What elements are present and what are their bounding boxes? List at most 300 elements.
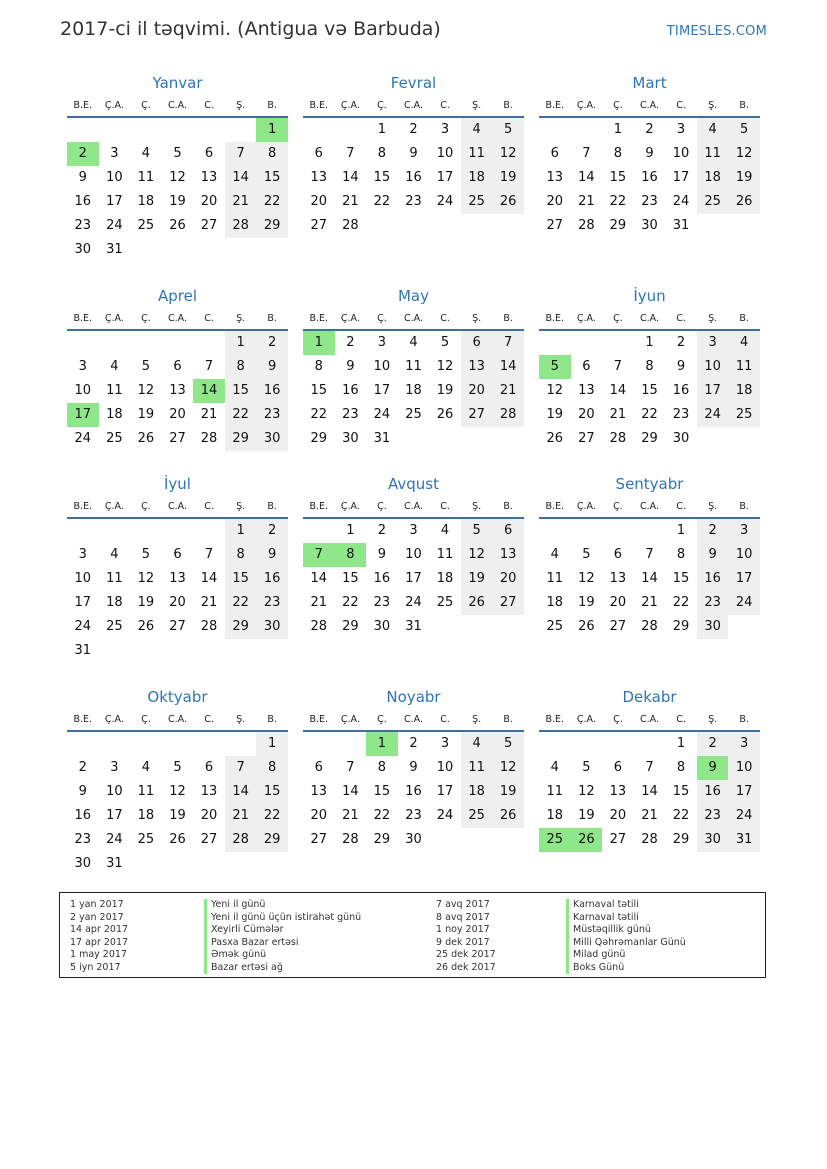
day-cell: 18 [106,595,123,610]
day-cell: 26 [137,431,155,446]
day-cell: 23 [405,808,422,823]
weekday-label: Ş. [236,501,246,512]
empty-cell [366,214,398,238]
day-cell: 25 [697,190,729,214]
day-cell: 1 [377,122,387,137]
day-cell: 9 [409,760,418,775]
day-cell: 18 [137,194,155,209]
day-cell: 27 [200,218,218,233]
legend-date: 1 noy 2017 [436,924,490,935]
day-grid [303,331,524,451]
weekday-header [67,309,288,329]
weekday-label: Ç.A. [340,714,360,725]
day-cell: 18 [546,595,564,610]
legend-date: 1 yan 2017 [70,899,124,910]
day-cell: 17 [728,567,760,591]
day-cell: 14 [200,571,218,586]
weekday-header [539,309,760,329]
day-cell: 12 [169,170,186,185]
weekday-label: Ç. [141,100,151,111]
empty-cell [461,427,493,451]
day-cell: 23 [405,194,422,209]
day-cell: 18 [436,571,454,586]
day-grid [539,519,760,639]
day-cell: 5 [141,547,151,562]
day-cell: 19 [137,407,155,422]
day-cell: 6 [613,547,623,562]
weekday-label: C. [440,100,450,111]
day-cell: 22 [373,808,391,823]
weekday-label: Ç. [613,714,623,725]
day-cell: 29 [373,832,391,847]
day-cell: 20 [169,407,186,422]
legend-holiday-name: Müstəqillik günü [566,924,686,937]
day-cell: 10 [106,784,123,799]
day-cell: 12 [137,571,155,586]
day-cell: 7 [225,756,257,780]
day-cell: 15 [609,170,627,185]
day-cell: 13 [609,784,627,799]
empty-cell [492,427,524,451]
day-cell: 16 [405,784,422,799]
legend-holiday-name: Yeni il günü üçün istirahət günü [204,912,361,925]
day-cell: 7 [346,146,355,161]
day-cell: 30 [74,242,92,257]
day-cell: 19 [169,194,186,209]
day-cell: 23 [697,804,729,828]
day-cell: 10 [436,760,454,775]
month-i̇yun [539,285,760,451]
empty-cell [429,427,461,451]
legend-date: 17 apr 2017 [70,936,129,948]
month-name: Noyabr [386,688,441,706]
day-cell: 12 [578,784,595,799]
day-cell: 23 [256,591,288,615]
weekday-label: Ç.A. [576,100,596,111]
day-cell: 21 [200,595,218,610]
day-cell: 14 [225,166,257,190]
weekday-label: B.E. [309,100,329,111]
day-cell: 25 [461,190,493,214]
day-cell: 25 [728,403,760,427]
month-name: İyul [164,475,191,493]
day-cell: 17 [728,780,760,804]
weekday-label: Ş. [236,313,246,324]
day-cell: 13 [546,170,564,185]
day-cell: 18 [546,808,564,823]
day-cell: 28 [342,832,359,847]
day-cell: 29 [225,427,257,451]
day-cell: 11 [461,756,493,780]
day-cell: 14 [225,780,257,804]
weekday-label: C.A. [167,100,187,111]
day-cell: 27 [169,431,186,446]
day-cell: 31 [106,242,123,257]
day-grid [539,118,760,238]
day-cell: 15 [641,383,658,398]
weekday-label: Ç. [613,100,623,111]
day-cell: 20 [492,567,524,591]
day-cell: 13 [310,170,328,185]
empty-cell [539,118,571,142]
day-cell: 4 [550,547,559,562]
weekday-label: B. [739,714,749,725]
day-cell: 15 [225,379,257,403]
day-cell: 15 [225,567,257,591]
day-cell: 7 [204,547,214,562]
day-cell: 21 [578,194,595,209]
holiday-day-cell: 1 [303,331,335,355]
day-cell: 17 [74,595,92,610]
day-cell: 22 [310,407,328,422]
day-cell: 16 [74,808,92,823]
day-cell: 19 [461,567,493,591]
day-cell: 23 [672,407,690,422]
month-may [303,285,524,451]
empty-cell [571,732,603,756]
weekday-label: C.A. [639,313,659,324]
day-cell: 17 [106,194,123,209]
day-cell: 4 [141,760,151,775]
empty-cell [193,118,225,142]
weekday-label: B.E. [73,313,93,324]
day-cell: 3 [409,523,418,538]
legend-names-left [204,899,361,974]
weekday-label: C. [676,100,686,111]
holiday-day-cell: 1 [366,732,398,756]
weekday-header [303,96,524,116]
day-cell: 3 [697,331,729,355]
day-cell: 24 [672,194,690,209]
weekday-label: B.E. [545,501,565,512]
day-cell: 4 [110,547,119,562]
day-cell: 23 [641,194,658,209]
month-aprel [67,285,288,451]
weekday-label: B. [739,501,749,512]
weekday-label: Ç.A. [340,100,360,111]
day-cell: 6 [173,359,182,374]
day-grid [539,331,760,451]
day-cell: 10 [74,383,92,398]
day-cell: 21 [492,379,524,403]
day-cell: 20 [609,808,627,823]
weekday-label: C. [440,313,450,324]
day-cell: 29 [672,619,690,634]
day-cell: 4 [110,359,119,374]
weekday-label: C. [204,714,214,725]
day-cell: 9 [346,359,355,374]
day-cell: 24 [728,591,760,615]
day-cell: 21 [200,407,218,422]
empty-cell [130,639,162,663]
empty-cell [303,732,335,756]
empty-cell [398,427,430,451]
day-cell: 16 [256,567,288,591]
day-cell: 6 [550,146,559,161]
empty-cell [429,828,461,852]
day-cell: 9 [645,146,654,161]
day-cell: 9 [78,170,87,185]
day-cell: 13 [200,784,218,799]
weekday-label: Ş. [236,100,246,111]
day-cell: 2 [78,760,87,775]
brand-link[interactable]: TIMESLES.COM [666,24,767,39]
day-cell: 14 [492,355,524,379]
weekday-label: B.E. [309,501,329,512]
day-cell: 29 [256,214,288,238]
day-cell: 26 [546,431,564,446]
day-cell: 19 [492,166,524,190]
empty-cell [256,238,288,262]
month-yanvar [67,72,288,262]
day-cell: 15 [310,383,328,398]
day-cell: 22 [672,595,690,610]
day-cell: 22 [609,194,627,209]
day-cell: 23 [342,407,359,422]
month-mart [539,72,760,238]
day-cell: 26 [436,407,454,422]
empty-cell [697,427,729,451]
legend-date: 14 apr 2017 [70,924,129,935]
day-cell: 15 [672,571,690,586]
weekday-header [67,96,288,116]
day-cell: 7 [613,359,623,374]
day-cell: 14 [641,784,658,799]
day-cell: 20 [310,808,328,823]
day-cell: 9 [409,146,418,161]
month-name: May [397,287,429,305]
legend-date: 9 dek 2017 [436,936,490,948]
day-cell: 29 [672,832,690,847]
day-cell: 11 [436,547,454,562]
day-cell: 16 [373,571,391,586]
day-cell: 26 [578,619,595,634]
day-cell: 3 [728,519,760,543]
day-cell: 10 [728,543,760,567]
weekday-label: B.E. [73,714,93,725]
day-cell: 25 [461,804,493,828]
weekday-label: C. [676,313,686,324]
day-cell: 11 [137,784,155,799]
empty-cell [162,852,194,876]
day-cell: 8 [613,146,623,161]
empty-cell [429,214,461,238]
day-cell: 6 [492,519,524,543]
day-cell: 16 [641,170,658,185]
day-cell: 15 [373,170,391,185]
weekday-label: C. [204,501,214,512]
weekday-label: Ç.A. [104,100,124,111]
day-cell: 28 [200,619,218,634]
weekday-label: Ç. [613,501,623,512]
day-cell: 30 [641,218,658,233]
day-cell: 12 [169,784,186,799]
empty-cell [162,118,194,142]
day-cell: 18 [461,780,493,804]
day-cell: 17 [106,808,123,823]
day-cell: 1 [676,736,686,751]
day-cell: 19 [728,166,760,190]
day-cell: 5 [492,732,524,756]
day-cell: 5 [492,118,524,142]
day-cell: 16 [256,379,288,403]
day-cell: 21 [342,808,359,823]
day-cell: 8 [314,359,323,374]
day-cell: 6 [173,547,182,562]
day-cell: 4 [728,331,760,355]
day-cell: 7 [225,142,257,166]
day-cell: 28 [641,832,658,847]
day-cell: 15 [373,784,391,799]
weekday-label: Ç.A. [576,313,596,324]
day-cell: 6 [461,331,493,355]
day-cell: 13 [609,571,627,586]
empty-cell [634,732,666,756]
empty-cell [130,238,162,262]
day-cell: 21 [310,595,328,610]
weekday-label: C. [204,313,214,324]
day-cell: 1 [256,732,288,756]
month-noyabr [303,686,524,852]
empty-cell [539,519,571,543]
day-cell: 30 [697,828,729,852]
day-cell: 25 [137,832,155,847]
month-i̇yul [67,473,288,663]
day-cell: 8 [256,756,288,780]
weekday-label: Ç. [141,714,151,725]
day-cell: 26 [728,190,760,214]
weekday-label: B. [267,714,277,725]
empty-cell [193,331,225,355]
weekday-label: Ş. [708,100,718,111]
day-cell: 27 [461,403,493,427]
weekday-label: C. [204,100,214,111]
day-cell: 10 [728,756,760,780]
day-cell: 21 [641,595,658,610]
day-cell: 3 [110,146,119,161]
legend-holiday-name: Bazar ertəsi ağ [204,962,361,975]
weekday-label: B. [503,313,513,324]
day-cell: 6 [314,146,323,161]
month-name: Fevral [390,74,437,92]
day-cell: 3 [110,760,119,775]
day-cell: 30 [697,615,729,639]
day-cell: 2 [409,736,418,751]
day-cell: 9 [697,543,729,567]
empty-cell [492,615,524,639]
empty-cell [728,615,760,639]
holiday-day-cell: 7 [303,543,335,567]
day-cell: 8 [676,760,686,775]
day-cell: 22 [641,407,658,422]
day-cell: 25 [106,431,123,446]
day-cell: 28 [200,431,218,446]
day-cell: 17 [405,571,422,586]
empty-cell [193,238,225,262]
day-cell: 1 [346,523,355,538]
day-cell: 11 [546,571,564,586]
day-cell: 10 [405,547,422,562]
day-cell: 13 [461,355,493,379]
holiday-day-cell: 25 [539,828,571,852]
day-cell: 17 [672,170,690,185]
day-cell: 22 [225,403,257,427]
day-grid [67,118,288,262]
day-cell: 25 [546,619,564,634]
legend-date: 7 avq 2017 [436,899,490,910]
day-cell: 13 [310,784,328,799]
day-cell: 30 [256,615,288,639]
empty-cell [602,519,634,543]
empty-cell [130,331,162,355]
weekday-label: Ş. [236,714,246,725]
day-cell: 22 [373,194,391,209]
legend-date: 26 dek 2017 [436,961,496,973]
day-cell: 3 [440,122,450,137]
empty-cell [130,852,162,876]
day-cell: 24 [106,218,123,233]
day-cell: 29 [641,431,658,446]
empty-cell [571,519,603,543]
day-cell: 15 [342,571,359,586]
day-cell: 13 [169,383,186,398]
day-cell: 4 [440,523,450,538]
day-cell: 21 [641,808,658,823]
day-cell: 14 [609,383,627,398]
weekday-label: Ç.A. [340,313,360,324]
day-cell: 5 [461,519,493,543]
day-cell: 20 [310,194,328,209]
weekday-label: C. [440,714,450,725]
day-cell: 3 [377,335,387,350]
day-cell: 22 [672,808,690,823]
day-cell: 16 [405,170,422,185]
day-cell: 4 [461,732,493,756]
day-cell: 12 [492,142,524,166]
day-cell: 5 [440,335,450,350]
day-cell: 27 [578,431,595,446]
empty-cell [335,732,367,756]
day-cell: 24 [697,403,729,427]
empty-cell [697,214,729,238]
day-cell: 27 [609,832,627,847]
day-cell: 13 [578,383,595,398]
day-grid [303,732,524,852]
day-cell: 5 [173,760,182,775]
day-cell: 3 [676,122,686,137]
day-cell: 7 [204,359,214,374]
empty-cell [130,118,162,142]
page-title: 2017-ci il təqvimi. (Antigua və Barbuda) [60,18,441,40]
day-cell: 16 [342,383,359,398]
day-cell: 11 [106,383,123,398]
day-cell: 6 [613,760,623,775]
day-cell: 24 [405,595,422,610]
weekday-label: B.E. [545,313,565,324]
day-cell: 24 [373,407,391,422]
day-grid [303,118,524,238]
legend-holiday-name: Karnaval tətili [566,899,686,912]
day-cell: 6 [204,760,214,775]
day-cell: 16 [697,567,729,591]
weekday-label: B. [739,100,749,111]
weekday-label: Ç.A. [104,313,124,324]
empty-cell [99,519,131,543]
empty-cell [193,519,225,543]
day-cell: 5 [582,760,591,775]
day-cell: 2 [377,523,387,538]
day-cell: 23 [697,591,729,615]
